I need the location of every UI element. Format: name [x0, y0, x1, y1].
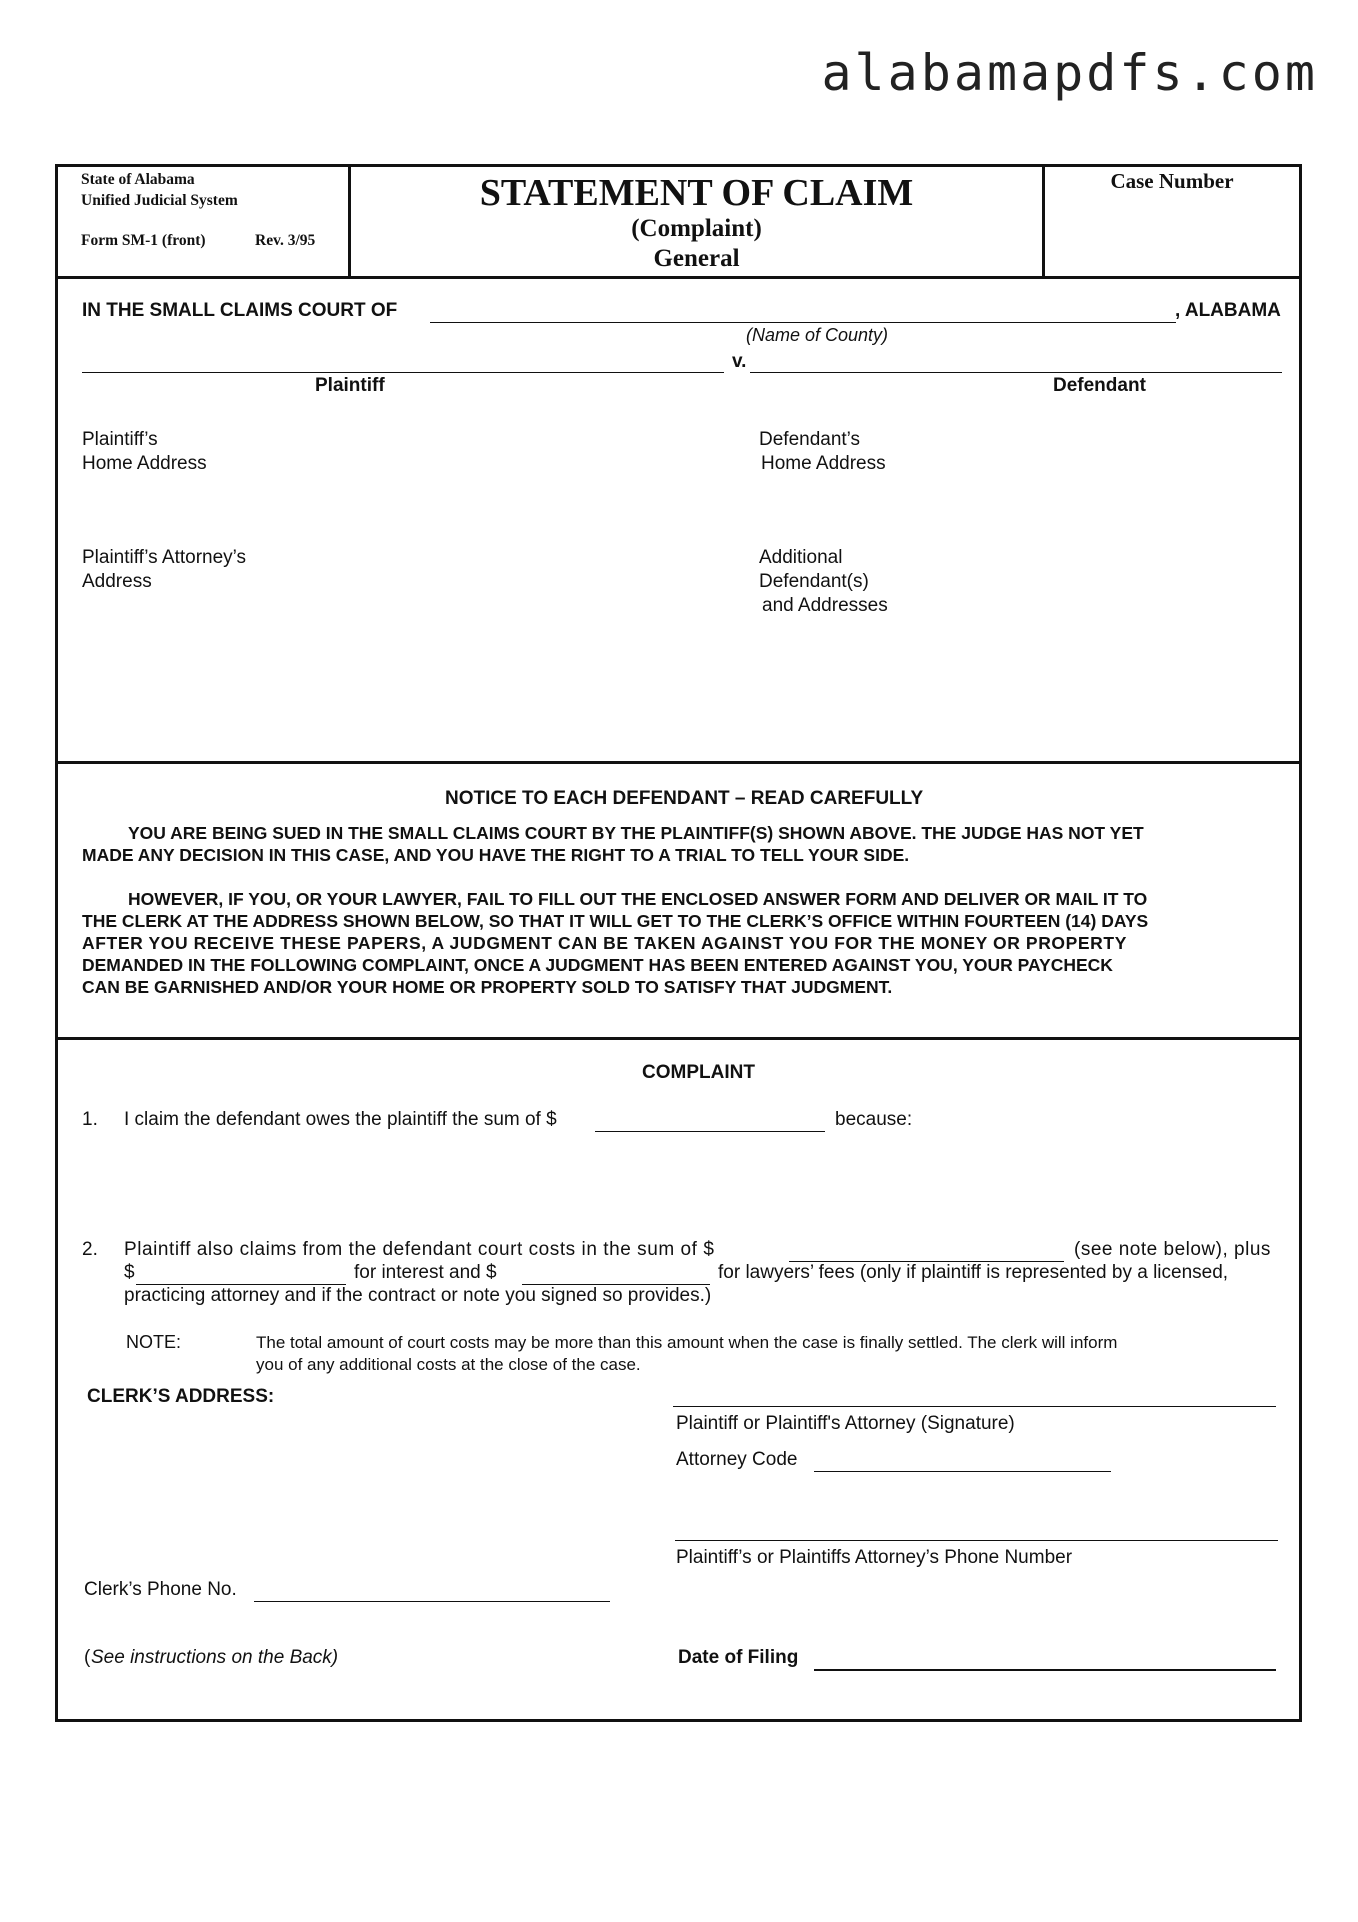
plaintiff-name-line[interactable] — [82, 372, 724, 373]
item2-number: 2. — [82, 1239, 98, 1260]
additional-defendants-label-2: Defendant(s) — [759, 571, 869, 592]
claim-amount-line[interactable] — [595, 1131, 825, 1132]
case-number-field[interactable] — [1045, 167, 1299, 276]
phone-number-caption: Plaintiff’s or Plaintiffs Attorney’s Phone Number — [676, 1547, 1073, 1568]
item2-line2-b: for interest and $ — [354, 1262, 497, 1283]
attorney-address-label-2: Address — [82, 571, 152, 592]
form-subtitle-complaint: (Complaint) — [631, 215, 762, 242]
attorney-code-label: Attorney Code — [676, 1449, 798, 1470]
versus-label: v. — [732, 351, 747, 372]
form-id: Form SM-1 (front) — [81, 232, 206, 249]
form-title-block — [351, 167, 1045, 276]
additional-defendants-label-1: Additional — [759, 547, 843, 568]
item1-number: 1. — [82, 1109, 98, 1130]
notice-para1-line2: MADE ANY DECISION IN THIS CASE, AND YOU HAVE THE RIGHT TO A TRIAL TO TELL YOUR SIDE. — [82, 845, 910, 865]
instructions-open-paren: ( — [84, 1647, 91, 1668]
item1-suffix: because: — [835, 1109, 913, 1130]
parties-section — [58, 279, 1299, 764]
notice-section — [58, 764, 1299, 1040]
clerk-phone-line[interactable] — [254, 1601, 610, 1602]
state-label: State of Alabama — [81, 171, 195, 188]
attorney-address-label-1: Plaintiff’s Attorney’s — [82, 547, 247, 568]
attorney-code-line[interactable] — [814, 1471, 1111, 1472]
item2-line2-c: for lawyers’ fees (only if plaintiff is represented by a licensed, — [718, 1262, 1229, 1283]
note-line1: The total amount of court costs may be more than this amount when the case is finally settled. The clerk will inform — [256, 1333, 1118, 1352]
court-suffix: , ALABAMA — [1175, 300, 1281, 321]
clerk-address-label: CLERK’S ADDRESS: — [87, 1386, 275, 1407]
plaintiff-caption: Plaintiff — [315, 375, 385, 396]
plaintiff-home-label-2: Home Address — [82, 453, 207, 474]
form-subtitle-general: General — [653, 245, 740, 272]
claim-form — [55, 164, 1302, 1722]
item2-line2-dollar: $ — [124, 1262, 135, 1283]
notice-para2-line5: CAN BE GARNISHED AND/OR YOUR HOME OR PROPERTY SOLD TO SATISFY THAT JUDGMENT. — [82, 977, 893, 997]
county-caption: (Name of County) — [746, 325, 889, 345]
defendant-home-label-1: Defendant’s — [759, 429, 861, 450]
item2-line1-a: Plaintiff also claims from the defendant court costs in the sum of $ — [124, 1239, 715, 1260]
complaint-section — [58, 1040, 1299, 1719]
item2-line1-b: (see note below), plus — [1074, 1239, 1271, 1260]
defendant-home-label-2: Home Address — [761, 453, 886, 474]
phone-number-line[interactable] — [675, 1540, 1278, 1541]
defendant-caption: Defendant — [1053, 375, 1146, 396]
note-line2: you of any additional costs at the close of the case. — [256, 1355, 641, 1374]
defendant-name-line[interactable] — [750, 372, 1282, 373]
notice-para2-line4: DEMANDED IN THE FOLLOWING COMPLAINT, ONCE A JUDGMENT HAS BEEN ENTERED AGAINST YOU, YOUR PAYCHECK — [82, 955, 1113, 975]
item2-line3: practicing attorney and if the contract or note you signed so provides.) — [124, 1285, 712, 1306]
watermark: alabamapdfs.com — [821, 44, 1318, 102]
item1-text: I claim the defendant owes the plaintiff the sum of $ — [124, 1109, 557, 1130]
date-of-filing-label: Date of Filing — [678, 1647, 799, 1668]
form-title: STATEMENT OF CLAIM — [479, 172, 914, 214]
notice-para2-line2: THE CLERK AT THE ADDRESS SHOWN BELOW, SO THAT IT WILL GET TO THE CLERK’S OFFICE WITHIN FOURTEEN (14) DAYS — [82, 911, 1149, 931]
signature-line[interactable] — [673, 1406, 1276, 1407]
plaintiff-home-label-1: Plaintiff’s — [82, 429, 158, 450]
form-identification — [58, 167, 351, 276]
additional-defendants-label-3: and Addresses — [762, 595, 888, 616]
complaint-heading: COMPLAINT — [642, 1062, 755, 1083]
signature-caption: Plaintiff or Plaintiff's Attorney (Signature) — [676, 1413, 1015, 1434]
county-input-line[interactable] — [430, 322, 1176, 323]
instructions-note: See instructions on the Back) — [91, 1647, 339, 1668]
notice-para1-line1: YOU ARE BEING SUED IN THE SMALL CLAIMS COURT BY THE PLAINTIFF(S) SHOWN ABOVE. THE JUDGE HAS NOT YET — [128, 823, 1144, 843]
notice-para2-line3: AFTER YOU RECEIVE THESE PAPERS, A JUDGMENT CAN BE TAKEN AGAINST YOU FOR THE MONEY OR PROPERTY — [82, 933, 1127, 953]
form-header — [58, 167, 1299, 279]
system-label: Unified Judicial System — [81, 192, 238, 209]
note-label: NOTE: — [126, 1332, 182, 1352]
date-of-filing-line[interactable] — [814, 1669, 1276, 1671]
notice-para2-line1: HOWEVER, IF YOU, OR YOUR LAWYER, FAIL TO FILL OUT THE ENCLOSED ANSWER FORM AND DELIVER OR MAIL IT TO — [128, 889, 1148, 909]
clerk-phone-label: Clerk’s Phone No. — [84, 1579, 237, 1600]
notice-heading: NOTICE TO EACH DEFENDANT – READ CAREFULLY — [445, 788, 924, 809]
court-prefix: IN THE SMALL CLAIMS COURT OF — [82, 300, 398, 321]
case-number-label: Case Number — [1110, 169, 1234, 193]
form-revision: Rev. 3/95 — [255, 232, 316, 249]
